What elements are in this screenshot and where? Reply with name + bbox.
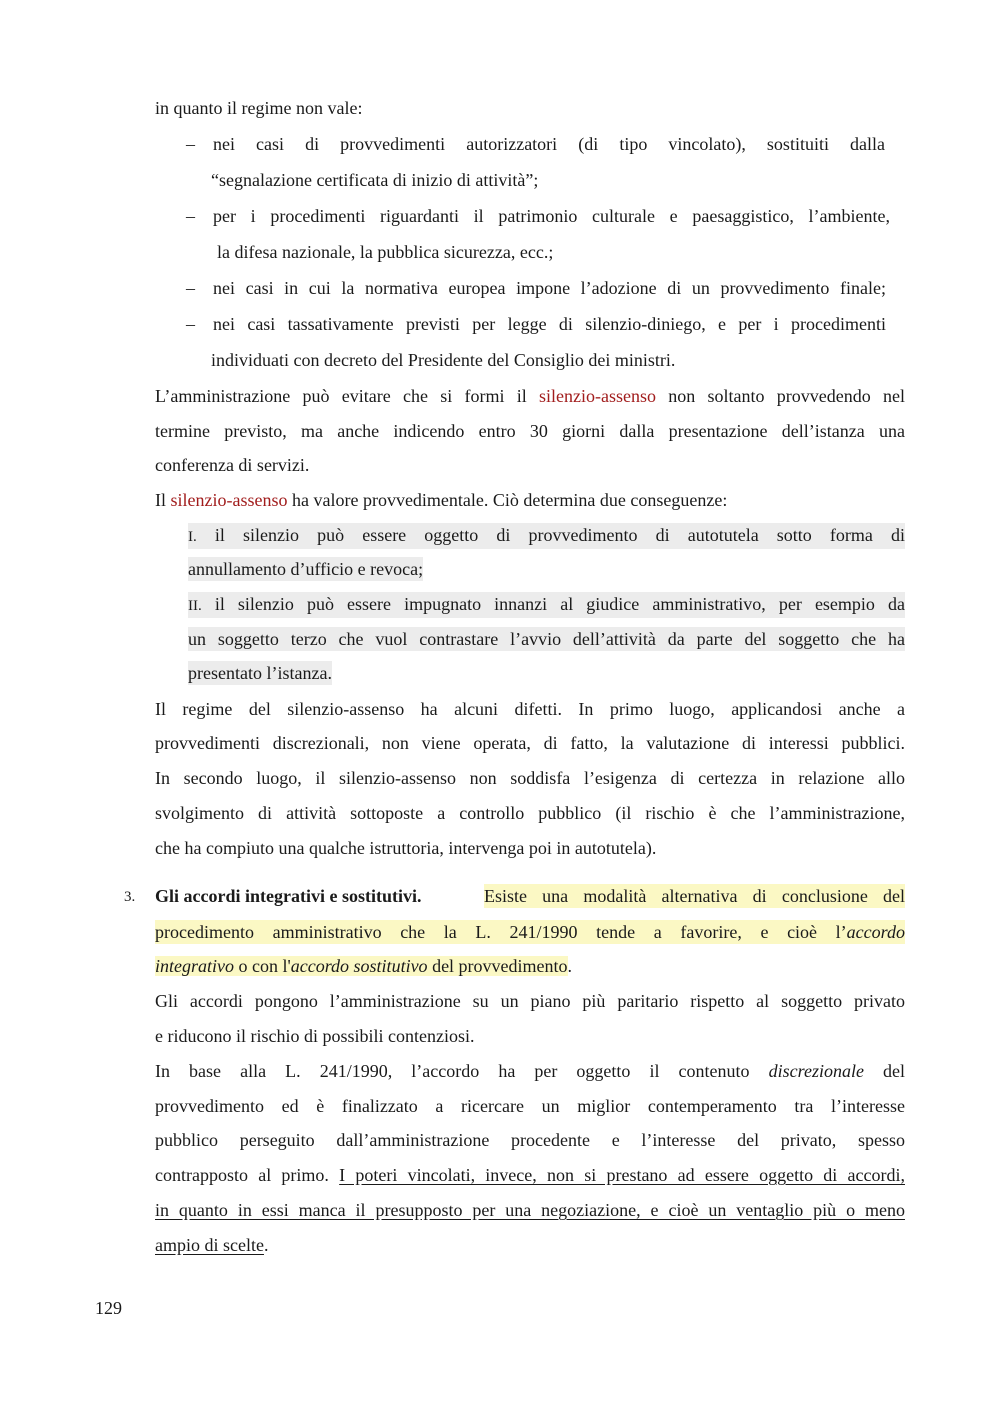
paragraph-3-line-4: svolgimento di attività sottoposte a controllo pubblico (il rischio è che l’amministrazione, [155,803,905,823]
dash-marker: – [186,314,195,334]
bullet-4-line-2: individuati con decreto del Presidente del Consiglio dei ministri. [211,350,676,370]
dash-marker: – [186,206,195,226]
paragraph-5-line-6: ampio di scelte. [155,1235,269,1255]
paragraph-1-line-1: L’amministrazione può evitare che si formi il silenzio-assenso non soltanto provvedendo nel [155,386,905,406]
section-number: 3. [124,889,136,905]
term-highlight: silenzio-assenso [170,490,288,510]
bullet-4-line-1: nei casi tassativamente previsti per legge di silenzio-diniego, e per i procedimenti [213,314,886,334]
section-3-line-2: procedimento amministrativo che la L. 241/1990 tende a favorire, e cioè l’accordo [155,922,905,942]
section-title: Gli accordi integrativi e sostitutivi. [155,886,422,906]
bullet-2-line-2: la difesa nazionale, la pubblica sicurezza, ecc.; [217,242,554,262]
paragraph-2: Il silenzio-assenso ha valore provvedimentale. Ciò determina due conseguenze: [155,490,728,510]
roman-2-line-1: II. il silenzio può essere impugnato innanzi al giudice amministrativo, per esempio da [188,592,905,618]
paragraph-5-line-4: contrapposto al primo. I poteri vincolati, invece, non si prestano ad essere oggetto di accordi, [155,1165,905,1185]
roman-numeral: I. [188,529,197,545]
page-number: 129 [95,1298,122,1318]
intro-line: in quanto il regime non vale: [155,98,363,118]
paragraph-3-line-1: Il regime del silenzio-assenso ha alcuni difetti. In primo luogo, applicandosi anche a [155,699,905,719]
paragraph-5-line-2: provvedimento ed è finalizzato a ricercare un miglior contemperamento tra l’interesse [155,1096,905,1116]
bullet-3-line-1: nei casi in cui la normativa europea impone l’adozione di un provvedimento finale; [213,278,886,298]
paragraph-5-line-5: in quanto in essi manca il presupposto per una negoziazione, e cioè un ventaglio più o meno [155,1200,905,1220]
bullet-1-line-1: nei casi di provvedimenti autorizzatori (di tipo vincolato), sostituiti dalla [213,134,885,154]
paragraph-1-line-2: termine previsto, ma anche indicendo entro 30 giorni dalla presentazione dell’istanza una [155,421,905,441]
bullet-2-line-1: per i procedimenti riguardanti il patrimonio culturale e paesaggistico, l’ambiente, [213,206,890,226]
paragraph-3-line-3: In secondo luogo, il silenzio-assenso non soddisfa l’esigenza di certezza in relazione allo [155,768,905,788]
paragraph-1-line-3: conferenza di servizi. [155,455,310,475]
paragraph-3-line-5: che ha compiuto una qualche istruttoria, intervenga poi in autotutela). [155,838,657,858]
dash-marker: – [186,134,195,154]
paragraph-4-line-1: Gli accordi pongono l’amministrazione su un piano più paritario rispetto al soggetto privato [155,991,905,1011]
paragraph-5-line-1: In base alla L. 241/1990, l’accordo ha per oggetto il contenuto discrezionale del [155,1061,906,1081]
roman-1-line-2: annullamento d’ufficio e revoca; [188,559,424,579]
dash-marker: – [186,278,195,298]
term-highlight: silenzio-assenso [539,386,657,406]
paragraph-3-line-2: provvedimenti discrezionali, non viene operata, di fatto, la valutazione di interessi pubblici. [155,733,905,753]
section-3-line-1: Esiste una modalità alternativa di conclusione del [484,886,905,906]
roman-2-line-2: un soggetto terzo che vuol contrastare l’avvio dell’attività da parte del soggetto che ha [188,629,905,649]
roman-2-line-3: presentato l’istanza. [188,663,332,683]
roman-1-line-1: I. il silenzio può essere oggetto di provvedimento di autotutela sotto forma di [188,523,905,549]
paragraph-4-line-2: e riducono il rischio di possibili contenziosi. [155,1026,475,1046]
section-3-line-3: integrativo o con l'accordo sostitutivo del provvedimento. [155,956,573,976]
paragraph-5-line-3: pubblico perseguito dall’amministrazione procedente e l’interesse del privato, spesso [155,1130,905,1150]
roman-numeral: II. [188,598,202,614]
bullet-1-line-2: “segnalazione certificata di inizio di attività”; [211,170,539,190]
